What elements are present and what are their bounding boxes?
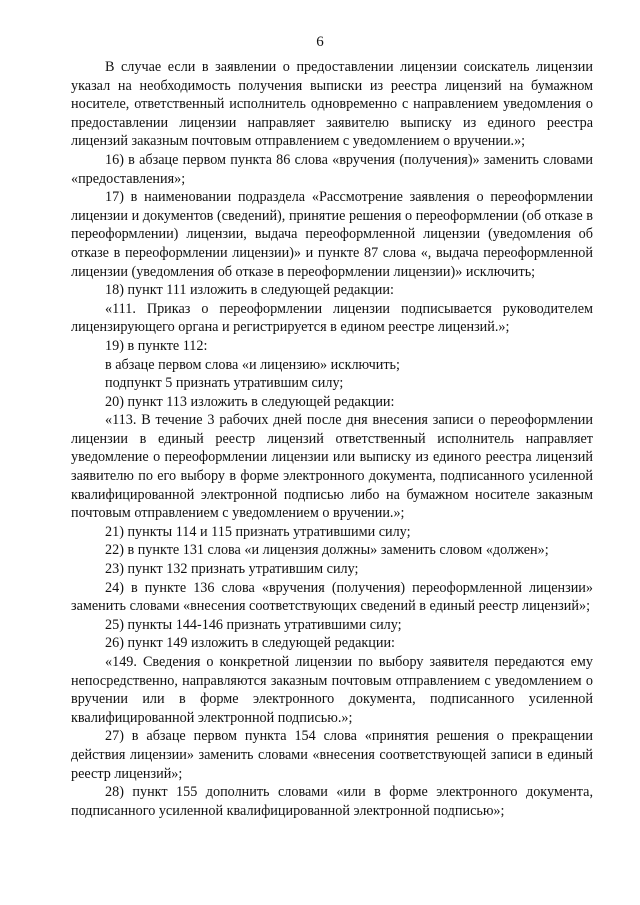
document-body	[71, 58, 593, 820]
paragraph-item-20: 20) пункт 113 изложить в следующей редакции:	[105, 393, 395, 410]
paragraph-item-19-second: подпункт 5 признать утратившим силу;	[105, 375, 344, 392]
paragraph-item-24: 24) в пункте 136 слова «вручения (получения) переоформленной лицензии» заменить словами «внесения соответствующих сведений в единый реестр лицензий»;	[71, 579, 593, 615]
paragraph-item-25: 25) пункты 144-146 признать утратившими силу;	[105, 616, 402, 633]
paragraph-item-27: 27) в абзаце первом пункта 154 слова «принятия решения о прекращении действия лицензии» заменить словами «внесения соответствующей записи в единый реестр лицензий»;	[71, 728, 593, 782]
page-number: 6	[316, 34, 324, 50]
paragraph-item-26: 26) пункт 149 изложить в следующей редакции:	[105, 635, 395, 652]
paragraph-item-23: 23) пункт 132 признать утратившим силу;	[105, 561, 359, 578]
paragraph-item-28: 28) пункт 155 дополнить словами «или в форме электронного документа, подписанного усиленной квалифицированной электронной подписью»;	[71, 784, 593, 819]
paragraph-item-21: 21) пункты 114 и 115 признать утратившими силу;	[105, 523, 411, 540]
paragraph-item-19: 19) в пункте 112:	[105, 337, 208, 354]
paragraph-item-22: 22) в пункте 131 слова «и лицензия должны» заменить словом «должен»;	[105, 542, 549, 559]
paragraph-item-19-first: в абзаце первом слова «и лицензию» исключить;	[105, 356, 400, 373]
paragraph-quote-111: «111. Приказ о переоформлении лицензии подписывается руководителем лицензирующего органа и регистрируется в едином реестре лицензий.»;	[71, 300, 593, 336]
paragraph-quote-113: «113. В течение 3 рабочих дней после дня внесения записи о переоформлении лицензии в единый реестр лицензий ответственный исполнитель направляет уведомление о переоформлении лицензии или выписку из единого реестра лицензий заявителю по его выбору в форме электронного документа, подписанного усиленной квалифицированной электронной подписью либо на бумажном носителе заказным почтовым отправлением с уведомлением о вручении.»;	[71, 412, 593, 522]
paragraph-item-18: 18) пункт 111 изложить в следующей редакции:	[105, 282, 394, 299]
paragraph-intro: В случае если в заявлении о предоставлении лицензии соискатель лицензии указал на необходимость получения выписки из реестра лицензий на бумажном носителе, ответственный исполнитель одновременно с направлением уведомления о предоставлении лицензии направляет заявителю выписку из единого реестра лицензий заказным почтовым отправлением с уведомлением о вручении.»;	[71, 59, 593, 150]
paragraph-quote-149: «149. Сведения о конкретной лицензии по выбору заявителя передаются ему непосредственно, направляются заказным почтовым отправлением с уведомлением о вручении или в форме электронного документа, подписанного усиленной квалифицированной электронной подписью.»;	[71, 654, 593, 726]
paragraph-item-16: 16) в абзаце первом пункта 86 слова «вручения (получения)» заменить словами «предоставления»;	[71, 151, 593, 187]
paragraph-item-17: 17) в наименовании подраздела «Рассмотрение заявления о переоформлении лицензии и документов (сведений), принятие решения о переоформлении (об отказе в переоформлении) лицензии, выдача переоформленной лицензии (уведомления об отказе в переоформлении лицензии)» и пункте 87 слова «, выдача переоформленной лицензии (уведомления об отказе в переоформлении лицензии)» исключить;	[71, 189, 593, 280]
